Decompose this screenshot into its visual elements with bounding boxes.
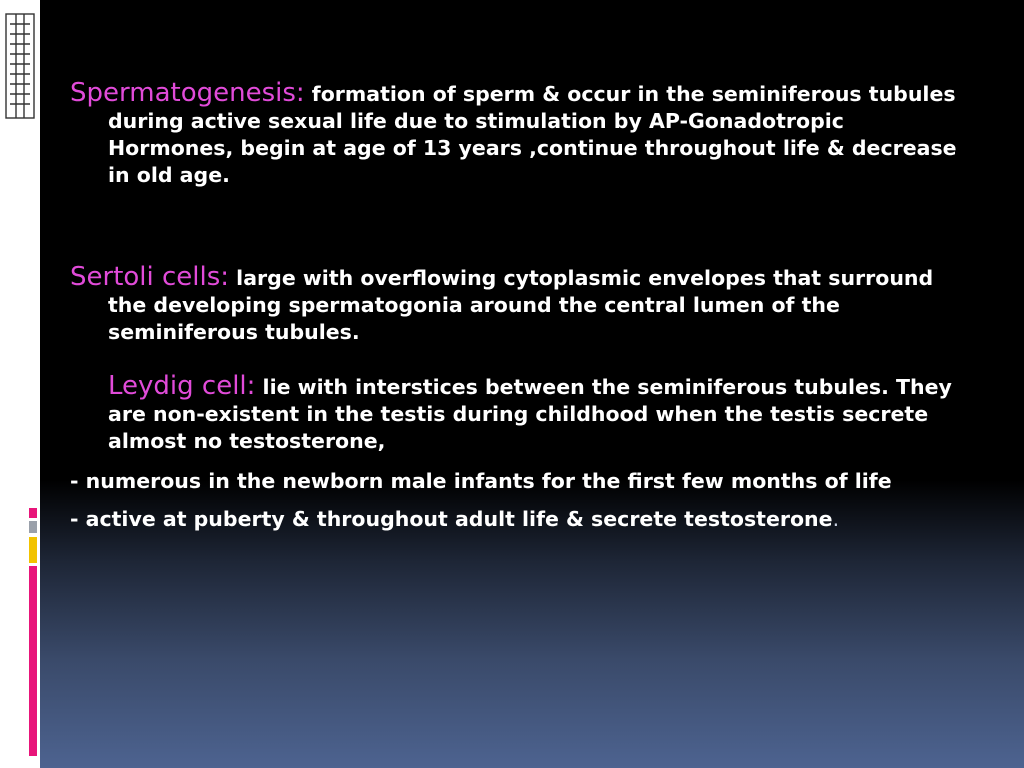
accent-bar-gray: [29, 521, 37, 533]
accent-bar-magenta-small: [29, 508, 37, 518]
slide-content: [70, 80, 970, 533]
bullet-newborn: [70, 468, 970, 495]
leydig-term: Leydig cell:: [108, 371, 256, 401]
sertoli-body: large with overflowing cytoplasmic envelopes that surround the developing spermatogonia around the central lumen of the seminiferous tubules.: [108, 266, 934, 344]
sertoli-term: Sertoli cells:: [70, 262, 230, 292]
bullet-puberty-text: - active at puberty & throughout adult life & secrete testosterone: [70, 507, 833, 531]
spermatogenesis-paragraph: [70, 80, 970, 189]
spermatogenesis-body: formation of sperm & occur in the seminiferous tubules during active sexual life due to stimulation by AP-Gonadotropic Hormones, begin at age of 13 years ,continue throughout life & decrease in old age.: [108, 82, 957, 187]
bullet-puberty: [70, 506, 970, 533]
bullet-puberty-period: .: [832, 507, 840, 531]
leydig-paragraph: [70, 373, 970, 455]
left-strip: [0, 0, 40, 768]
accent-bar-yellow: [29, 537, 37, 563]
document-lines-icon: [0, 0, 40, 130]
sertoli-paragraph: [70, 264, 970, 346]
accent-bar-magenta-long: [29, 566, 37, 756]
leydig-body: lie with interstices between the seminiferous tubules. They are non-existent in the testis during childhood when the testis secrete almost no testosterone,: [108, 375, 952, 453]
spermatogenesis-term: Spermatogenesis:: [70, 78, 305, 108]
bullet-newborn-text: - numerous in the newborn male infants for the first few months of life: [70, 469, 892, 493]
